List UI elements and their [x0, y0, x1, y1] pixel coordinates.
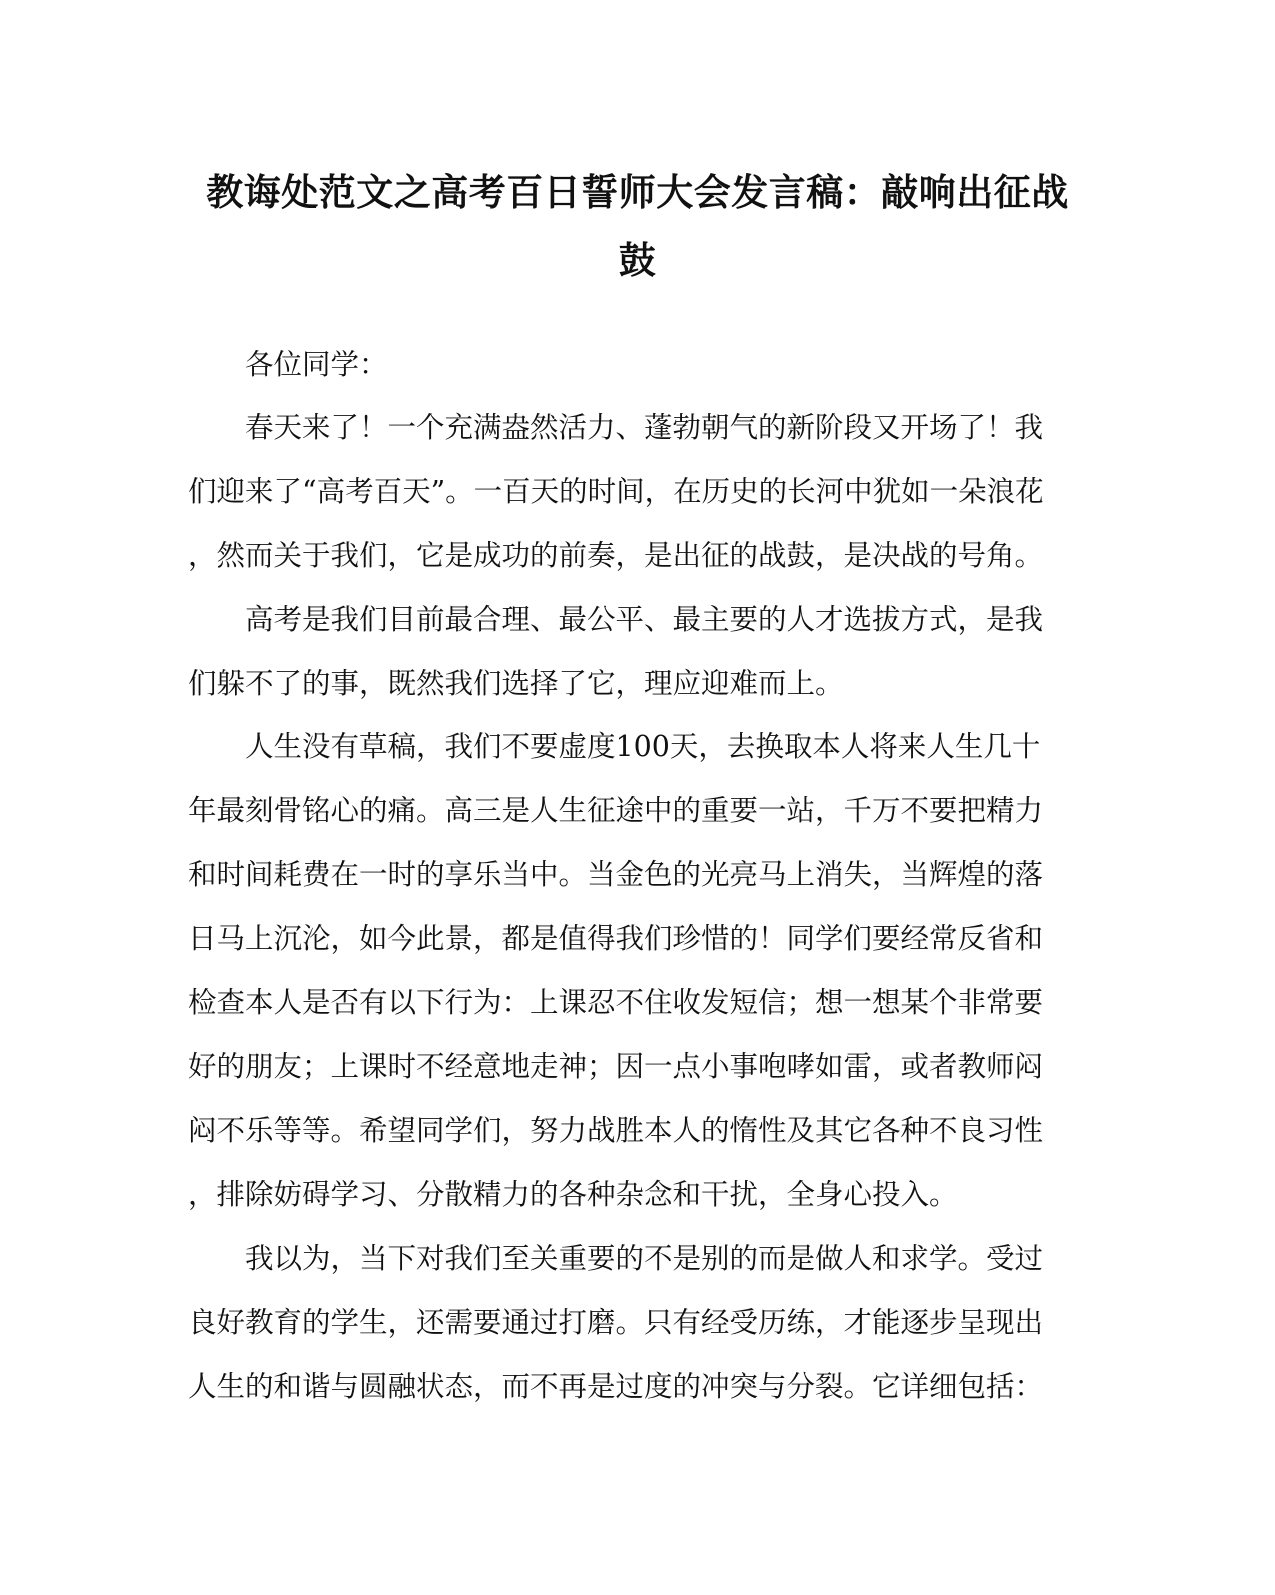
paragraph-line: 高考是我们目前最合理、最公平、最主要的人才选拔方式，是我: [245, 603, 1044, 636]
paragraph-line: 日马上沉沦，如今此景，都是值得我们珍惜的！同学们要经常反省和: [188, 922, 1044, 955]
paragraph-line: 我以为，当下对我们至关重要的不是别的而是做人和求学。受过: [245, 1242, 1044, 1275]
paragraph-line: 们躲不了的事，既然我们选择了它，理应迎难而上。: [188, 667, 844, 700]
title-line-1: 教诲处范文之高考百日誓师大会发言稿：敲响出征战: [206, 170, 1069, 214]
paragraph-line: 人生的和谐与圆融状态，而不再是过度的冲突与分裂。它详细包括：: [188, 1370, 1044, 1403]
paragraph-line: 春天来了！一个充满盎然活力、蓬勃朝气的新阶段又开场了！我: [245, 411, 1044, 444]
paragraph-line: 年最刻骨铭心的痛。高三是人生征途中的重要一站，千万不要把精力: [188, 794, 1044, 827]
paragraph-line: 和时间耗费在一时的享乐当中。当金色的光亮马上消失，当辉煌的落: [188, 858, 1044, 891]
salutation: 各位同学：: [245, 348, 388, 381]
paragraph-line: 们迎来了“高考百天”。一百天的时间，在历史的长河中犹如一朵浪花: [188, 475, 1044, 508]
paragraph-line: 检查本人是否有以下行为：上课忍不住收发短信；想一想某个非常要: [188, 986, 1044, 1019]
paragraph-line: ，然而关于我们，它是成功的前奏，是出征的战鼓，是决战的号角。: [188, 539, 1044, 572]
title-line-2: 鼓: [618, 238, 657, 282]
paragraph-line: ，排除妨碍学习、分散精力的各种杂念和干扰，全身心投入。: [188, 1178, 958, 1211]
document-title: [150, 158, 1125, 294]
paragraph-line: 人生没有草稿，我们不要虚度100天，去换取本人将来人生几十: [245, 730, 1041, 763]
paragraph-line: 好的朋友；上课时不经意地走神；因一点小事咆哮如雷，或者教师闷: [188, 1050, 1044, 1083]
paragraph-line: 良好教育的学生，还需要通过打磨。只有经受历练，才能逐步呈现出: [188, 1306, 1044, 1339]
paragraph-line: 闷不乐等等。希望同学们，努力战胜本人的惰性及其它各种不良习性: [188, 1114, 1044, 1147]
